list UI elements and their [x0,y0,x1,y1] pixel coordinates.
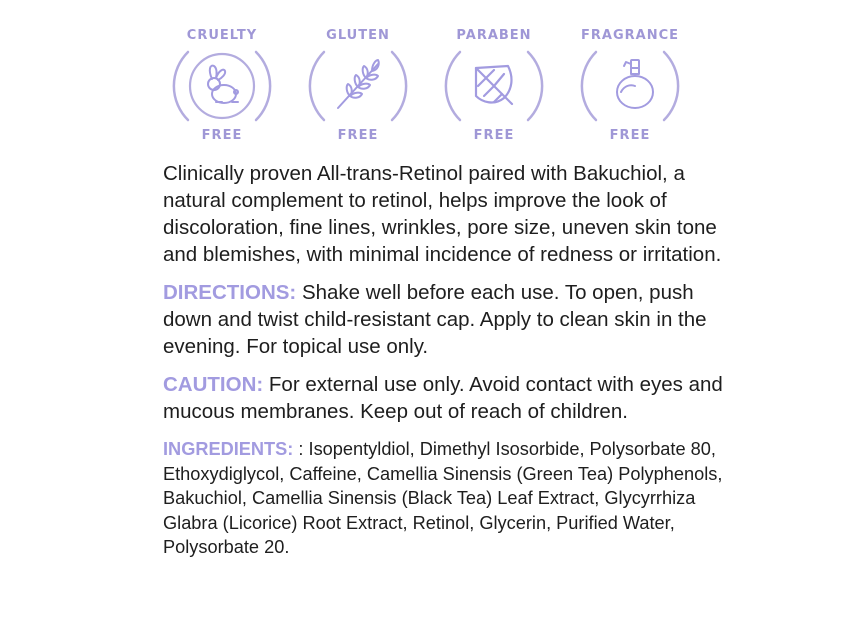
gluten-free-badge [294,22,422,150]
badge-top-label: PARABEN [456,28,532,43]
paraben-free-badge [430,22,558,150]
badge-top-label: FRAGRANCE [581,28,679,43]
perfume-bottle-icon [600,56,660,116]
caution-section [163,371,723,425]
caution-heading: CAUTION: [163,373,264,396]
badge-bottom-label: FREE [609,128,651,143]
badge-bottom-label: FREE [473,128,515,143]
ingredients-heading: INGREDIENTS: [163,439,294,459]
free-from-badges [158,22,694,150]
directions-heading: DIRECTIONS: [163,281,297,304]
fragrance-free-badge [566,22,694,150]
badge-top-label: GLUTEN [326,28,390,43]
caution-text: For external use only. Avoid contact with eyes and mucous membranes. Keep out of reach of children. [163,373,723,423]
product-information [163,160,723,560]
badge-top-label: CRUELTY [186,28,258,43]
cruelty-free-badge [158,22,286,150]
ingredients-text: : Isopentyldiol, Dimethyl Isosorbide, Polysorbate 80, Ethoxydiglycol, Caffeine, Camellia Sinensis (Green Tea) Polyphenols, Bakuchiol, Camellia Sinensis (Black Tea) Leaf Extract, Glycyrrhiza Glabra (Licorice) Root Extract, Retinol, Glycerin, Purified Water, Polysorbate 20. [163,439,723,557]
ingredients-section [163,437,723,560]
wheat-icon [328,56,388,116]
leaf-icon [464,56,524,116]
product-description: Clinically proven All-trans-Retinol paired with Bakuchiol, a natural complement to retinol, helps improve the look of discoloration, fine lines, wrinkles, pore size, uneven skin tone and blemishes, with minimal incidence of redness or irritation. [163,162,722,266]
badge-bottom-label: FREE [337,128,379,143]
badge-bottom-label: FREE [201,128,243,143]
rabbit-icon [192,56,252,116]
directions-text: Shake well before each use. To open, push down and twist child-resistant cap. Apply to clean skin in the evening. For topical use only. [163,281,707,358]
directions-section [163,279,723,360]
